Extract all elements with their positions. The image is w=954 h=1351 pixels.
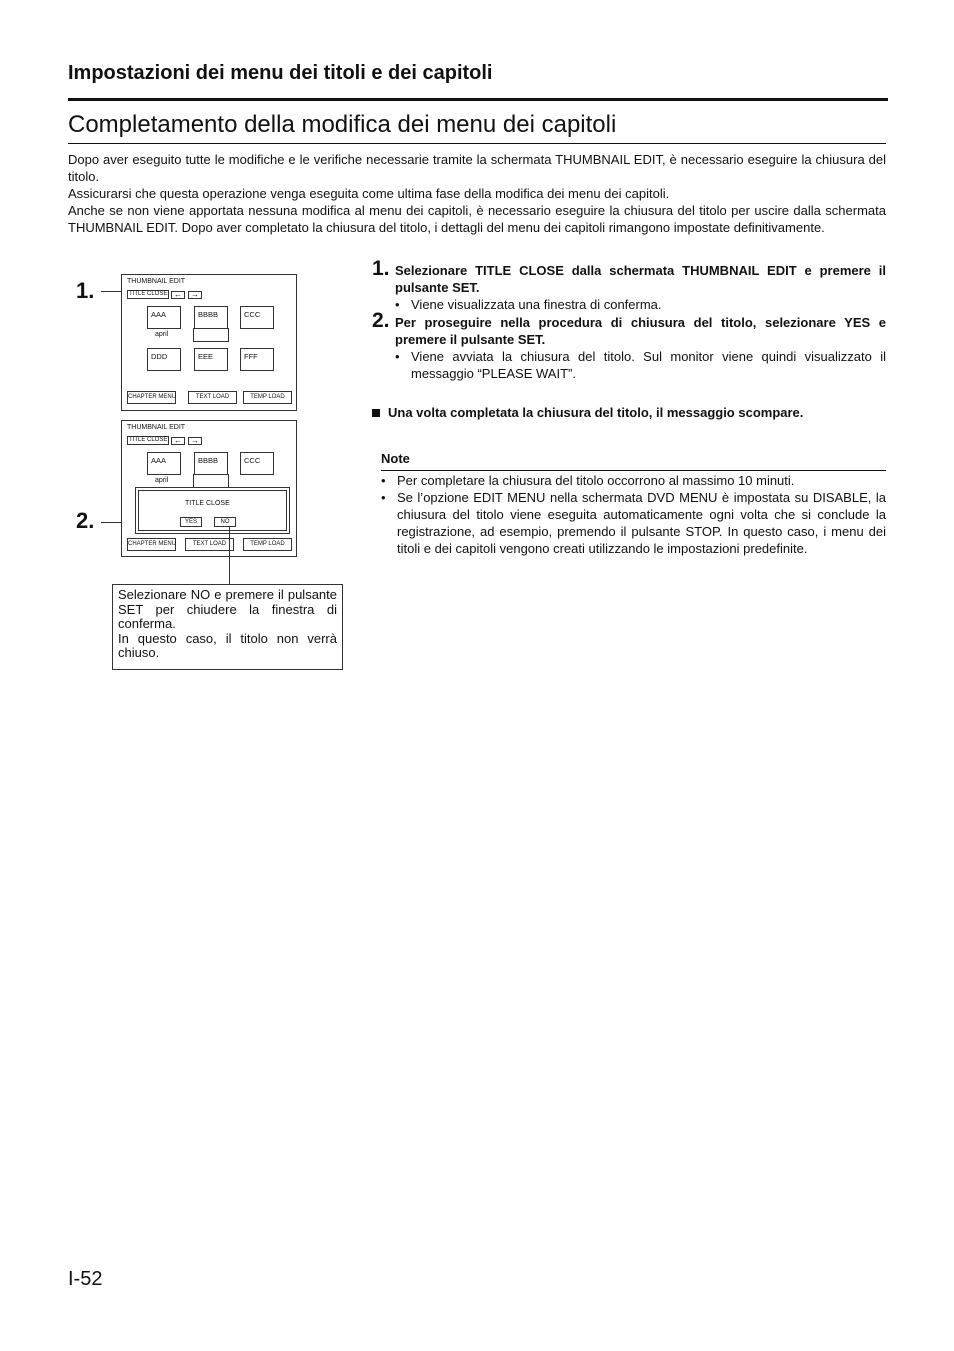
title-rule — [68, 143, 886, 144]
thumbnail[interactable]: CCC — [240, 306, 274, 329]
chapter-menu-button[interactable]: CHAPTER MENU — [127, 391, 176, 404]
note-body — [381, 472, 886, 557]
intro-paragraph: Assicurarsi che questa operazione venga eseguita come ultima fase della modifica dei menu dei capitoli. — [68, 186, 670, 201]
screen-title: THUMBNAIL EDIT — [127, 278, 186, 285]
intro-paragraph: Anche se non viene apportata nessuna modifica al menu dei capitoli, è necessario eseguire la chiusura del titolo per uscire dalla schermata THUMBNAIL EDIT. Dopo aver completato la chiusura del titolo, i dettagli del menu dei capitoli rimangono impostate definitivamente. — [68, 203, 886, 235]
step-number: 2. — [372, 309, 390, 332]
completion-note — [372, 405, 803, 420]
arrow-right-icon[interactable]: → — [188, 437, 202, 445]
step-number: 1. — [372, 257, 390, 280]
title-close-button[interactable]: TITLE CLOSE — [129, 437, 168, 443]
note-item: • Per completare la chiusura del titolo occorrono al massimo 10 minuti. — [381, 472, 886, 489]
step-item — [372, 257, 886, 313]
thumbnail[interactable]: AAA — [147, 306, 181, 329]
square-bullet-icon — [372, 409, 380, 417]
intro-text — [68, 151, 886, 236]
header-rule — [68, 98, 888, 101]
page-title: Completamento della modifica dei menu dei capitoli — [68, 111, 617, 138]
page-number: I-52 — [68, 1268, 103, 1290]
thumbnail[interactable]: DDD — [147, 348, 181, 371]
text-load-button[interactable]: TEXT LOAD — [185, 538, 234, 551]
arrow-right-icon[interactable]: → — [188, 291, 202, 299]
arrow-left-icon[interactable]: ← — [171, 437, 185, 445]
screen-title: THUMBNAIL EDIT — [127, 424, 186, 431]
thumbnail-caption: april — [155, 331, 169, 338]
thumbnail[interactable]: EEE — [194, 348, 228, 371]
chapter-menu-button[interactable]: CHAPTER MENU — [127, 538, 176, 551]
thumbnail[interactable]: BBBB — [194, 306, 228, 329]
yes-button[interactable]: YES — [180, 517, 202, 527]
callout-leader — [229, 526, 230, 585]
steps-list — [372, 257, 886, 382]
step-text: Per proseguire nella procedura di chiusura del titolo, selezionare YES e premere il pulsante SET. — [395, 315, 886, 347]
step-bullet: • Viene avviata la chiusura del titolo. Sul monitor viene quindi visualizzato il messaggio “PLEASE WAIT”. — [395, 348, 886, 382]
no-button[interactable]: NO — [214, 517, 236, 527]
thumbnail[interactable]: FFF — [240, 348, 274, 371]
thumbnail[interactable]: CCC — [240, 452, 274, 475]
intro-paragraph: Dopo aver eseguito tutte le modifiche e le verifiche necessarie tramite la schermata THUMBNAIL EDIT, è necessario eseguire la chiusura del titolo. — [68, 152, 886, 184]
step-1-label: 1. — [76, 278, 95, 303]
thumbnail-caption: april — [155, 477, 169, 484]
step-2-label: 2. — [76, 508, 95, 533]
temp-load-button[interactable]: TEMP LOAD — [243, 391, 292, 404]
step-item — [372, 309, 886, 382]
callout-box: Selezionare NO e premere il pulsante SET per chiudere la finestra di conferma. In questo caso, il titolo non verrà chiuso. — [112, 584, 343, 670]
note-item: • Se l’opzione EDIT MENU nella schermata DVD MENU è impostata su DISABLE, la chiusura del titolo viene eseguita automaticamente ogni volta che si conclude la registrazione, ad esempio, premendo il pulsante STOP. In questo caso, i menu dei titoli e dei capitoli vengono creati utilizzando le impostazioni predefinite. — [381, 489, 886, 557]
text-load-button[interactable]: TEXT LOAD — [188, 391, 237, 404]
dialog-title: TITLE CLOSE — [185, 500, 230, 507]
thumbnail-edit-screen-2 — [121, 420, 297, 557]
step-text: Selezionare TITLE CLOSE dalla schermata THUMBNAIL EDIT e premere il pulsante SET. — [395, 263, 886, 295]
selection-cursor — [193, 474, 229, 488]
title-close-button[interactable]: TITLE CLOSE — [129, 291, 168, 297]
temp-load-button[interactable]: TEMP LOAD — [243, 538, 292, 551]
title-close-dialog — [135, 487, 290, 534]
thumbnail-edit-screen-1 — [121, 274, 297, 411]
note-title: Note — [381, 451, 410, 466]
section-title: Impostazioni dei menu dei titoli e dei capitoli — [68, 62, 493, 84]
arrow-left-icon[interactable]: ← — [171, 291, 185, 299]
step-bullet: • Viene visualizzata una finestra di conferma. — [395, 296, 886, 313]
note-rule — [381, 470, 886, 471]
completion-text: Una volta completata la chiusura del titolo, il messaggio scompare. — [388, 405, 804, 420]
dialog-frame — [138, 490, 287, 531]
thumbnail[interactable]: AAA — [147, 452, 181, 475]
leader-line — [101, 291, 122, 292]
thumbnail[interactable]: BBBB — [194, 452, 228, 475]
selection-cursor — [193, 328, 229, 342]
